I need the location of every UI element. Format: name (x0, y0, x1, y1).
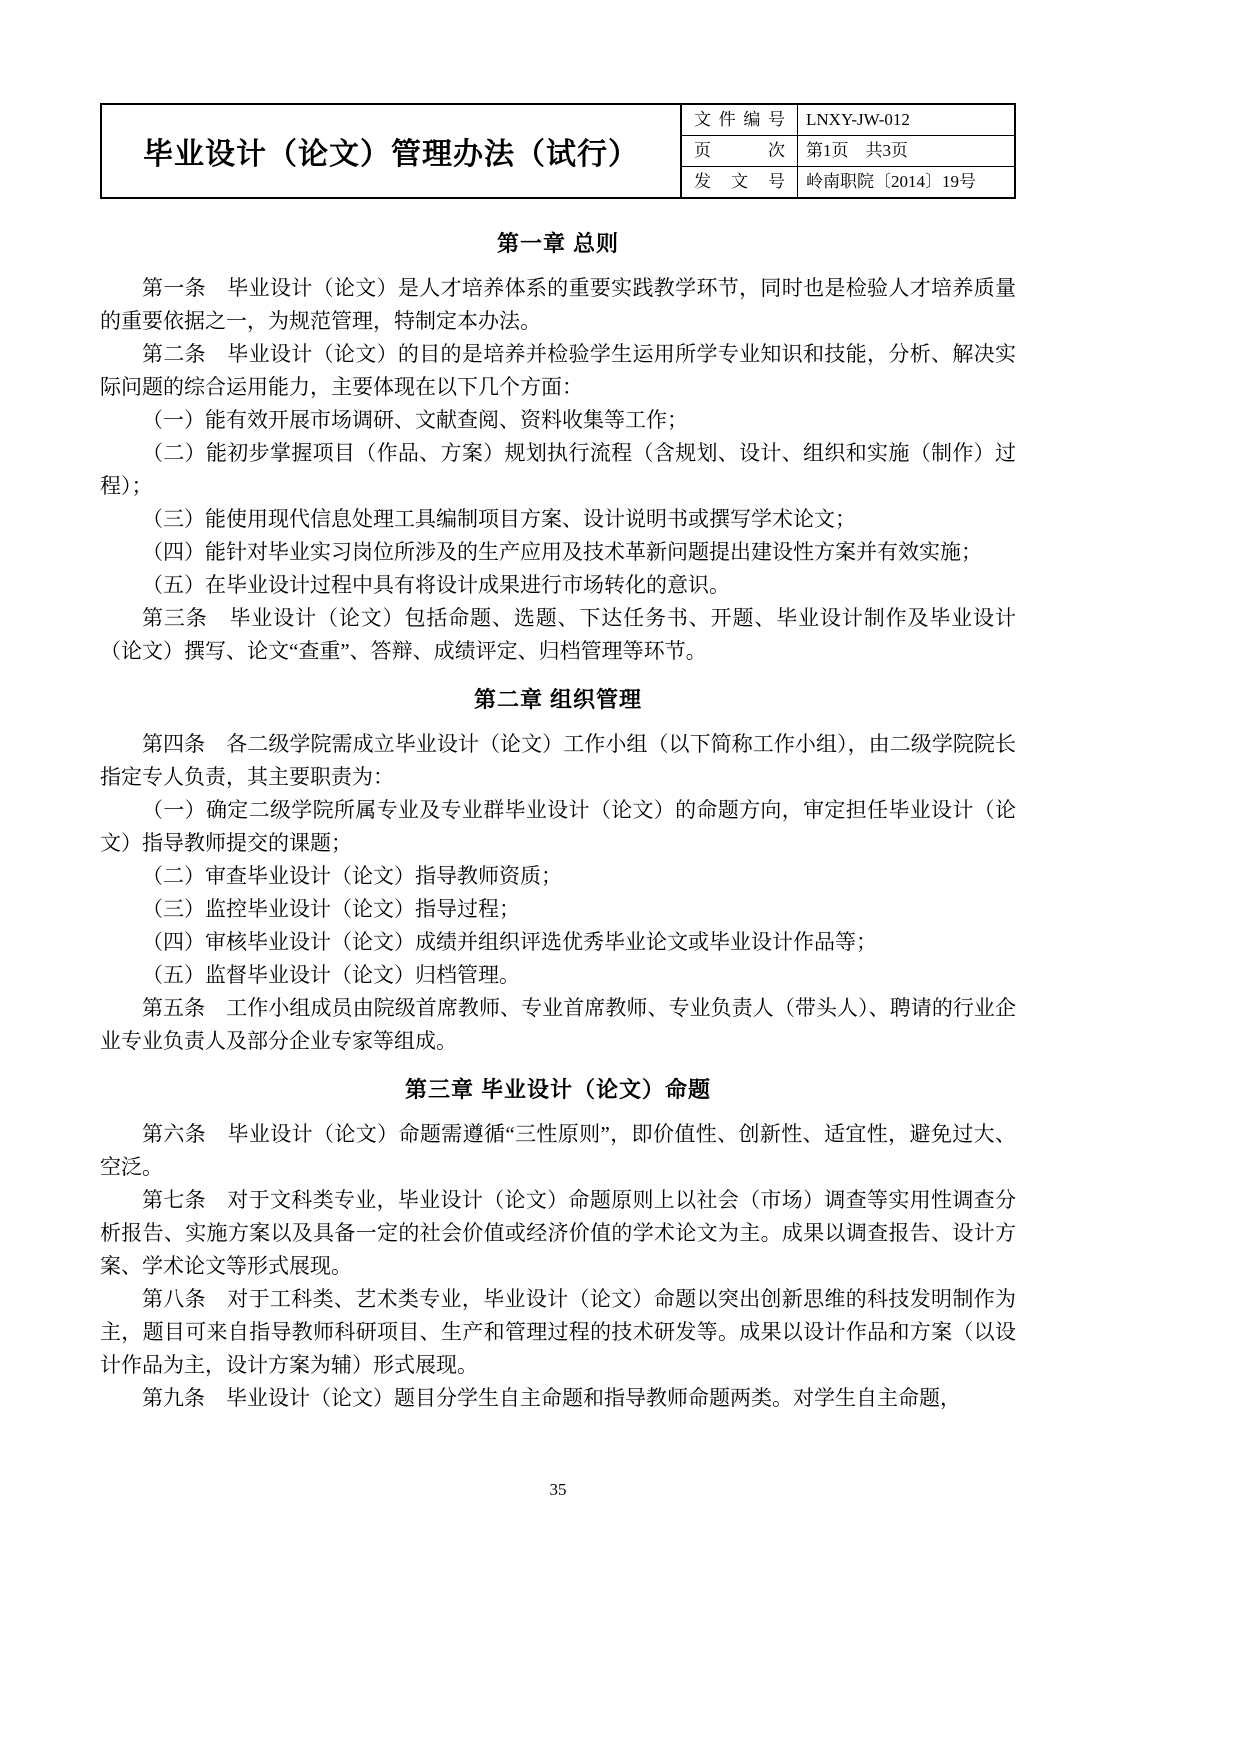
meta-value-page-index: 第1页 共3页 (806, 141, 908, 160)
meta-value-issue-number: 岭南职院〔2014〕19号 (806, 172, 976, 191)
paragraph-article-8: 第八条 对于工科类、艺术类专业，毕业设计（论文）命题以突出创新思维的科技发明制作为主，题目可来自指导教师科研项目、生产和管理过程的技术研发等。成果以设计作品和方案（以设计作品为主，设计方案为辅）形式展现。 (100, 1287, 1016, 1377)
meta-label-file-number: 文件编号 (682, 105, 798, 135)
paragraph-article-2-item-5: （五）在毕业设计过程中具有将设计成果进行市场转化的意识。 (142, 573, 730, 597)
meta-label-page-index: 页次 (682, 136, 798, 166)
paragraph-article-6: 第六条 毕业设计（论文）命题需遵循“三性原则”，即价值性、创新性、适宜性，避免过大、空泛。 (100, 1122, 1016, 1179)
meta-value-file-number: LNXY-JW-012 (806, 110, 910, 129)
page-footer (100, 1480, 1016, 1500)
document-body (100, 227, 1016, 1415)
chapter-3-heading: 第三章 毕业设计（论文）命题 (404, 1077, 712, 1102)
paragraph-article-2: 第二条 毕业设计（论文）的目的是培养并检验学生运用所学专业知识和技能，分析、解决实际问题的综合运用能力，主要体现在以下几个方面： (100, 342, 1016, 399)
document-header (100, 103, 1016, 199)
paragraph-article-4: 第四条 各二级学院需成立毕业设计（论文）工作小组（以下简称工作小组），由二级学院院长指定专人负责，其主要职责为： (100, 732, 1016, 789)
paragraph-article-4-item-2: （二）审查毕业设计（论文）指导教师资质； (142, 864, 562, 888)
document-meta-table (680, 105, 1014, 197)
paragraph-article-5: 第五条 工作小组成员由院级首席教师、专业首席教师、专业负责人（带头人）、聘请的行业企业专业负责人及部分企业专家等组成。 (100, 996, 1016, 1053)
chapter-2-heading: 第二章 组织管理 (473, 687, 643, 712)
title-cell (102, 105, 680, 197)
paragraph-article-2-item-1: （一）能有效开展市场调研、文献查阅、资料收集等工作； (142, 408, 688, 432)
meta-row-file-number (682, 105, 1014, 136)
paragraph-article-9: 第九条 毕业设计（论文）题目分学生自主命题和指导教师命题两类。对学生自主命题， (142, 1386, 961, 1410)
document-title: 毕业设计（论文）管理办法（试行） (143, 138, 639, 171)
paragraph-article-1: 第一条 毕业设计（论文）是人才培养体系的重要实践教学环节，同时也是检验人才培养质量的重要依据之一，为规范管理，特制定本办法。 (100, 276, 1016, 333)
meta-row-page-index (682, 136, 1014, 167)
chapter-1-heading: 第一章 总则 (496, 231, 620, 256)
paragraph-article-2-item-3: （三）能使用现代信息处理工具编制项目方案、设计说明书或撰写学术论文； (142, 507, 856, 531)
paragraph-article-3: 第三条 毕业设计（论文）包括命题、选题、下达任务书、开题、毕业设计制作及毕业设计（论文）撰写、论文“查重”、答辩、成绩评定、归档管理等环节。 (100, 606, 1016, 663)
paragraph-article-4-item-5: （五）监督毕业设计（论文）归档管理。 (142, 963, 520, 987)
meta-label-issue-number: 发文号 (682, 167, 798, 197)
paragraph-article-7: 第七条 对于文科类专业，毕业设计（论文）命题原则上以社会（市场）调查等实用性调查分析报告、实施方案以及具备一定的社会价值或经济价值的学术论文为主。成果以调查报告、设计方案、学术论文等形式展现。 (100, 1188, 1016, 1278)
paragraph-article-4-item-4: （四）审核毕业设计（论文）成绩并组织评选优秀毕业论文或毕业设计作品等； (142, 930, 877, 954)
paragraph-article-2-item-2: （二）能初步掌握项目（作品、方案）规划执行流程（含规划、设计、组织和实施（制作）过程）； (100, 441, 1016, 498)
meta-row-issue-number (682, 167, 1014, 197)
content-area (100, 103, 1016, 1415)
paragraph-article-2-item-4: （四）能针对毕业实习岗位所涉及的生产应用及技术革新问题提出建设性方案并有效实施； (142, 540, 982, 564)
page-number: 35 (549, 1480, 567, 1499)
paragraph-article-4-item-3: （三）监控毕业设计（论文）指导过程； (142, 897, 520, 921)
paragraph-article-4-item-1: （一）确定二级学院所属专业及专业群毕业设计（论文）的命题方向，审定担任毕业设计（论文）指导教师提交的课题； (100, 798, 1016, 855)
